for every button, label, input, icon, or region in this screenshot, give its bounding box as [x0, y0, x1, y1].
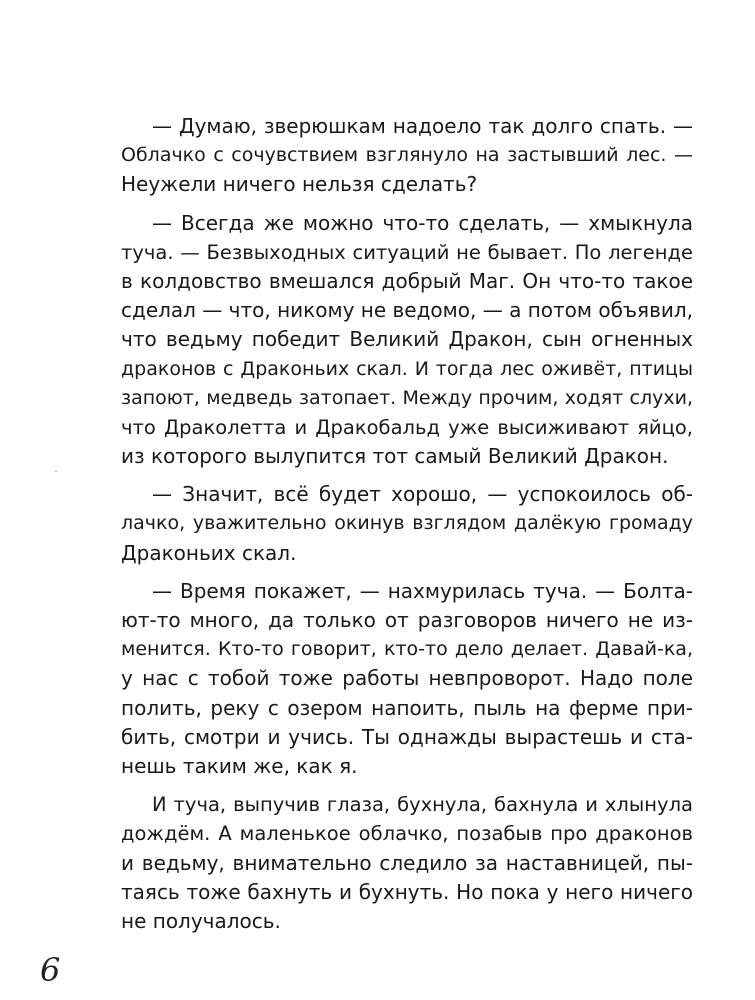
text-line: — Думаю, зверюшкам надоело так долго спать. — [152, 114, 693, 138]
text-line: Драконьих скал. [121, 540, 297, 565]
text-line: полить, реку с озером напоить, пыль на ферме при- [121, 695, 693, 720]
text-line: что ведьму победит Великий Дракон, сын огненных [121, 327, 693, 352]
text-line: бить, смотри и учись. Ты однажды вырастешь и ста- [121, 724, 693, 749]
text-line: Облачко с сочувствием взглянуло на застывший лес. — [121, 144, 693, 167]
text-line: запоют, медведь затопает. Между прочим, ходят слухи, [121, 386, 693, 409]
paragraph [121, 790, 693, 936]
text-line: в колдовство вмешался добрый Маг. Он что-то такое [121, 268, 693, 293]
text-line: лачко, уважительно окинув взглядом далёкую громаду [121, 512, 693, 535]
text-line: — Время покажет, — нахмурилась туча. — Болта- [152, 578, 693, 603]
text-line: И туча, выпучив глаза, бухнула, бахнула и хлынула [152, 793, 693, 817]
text-line: — Значит, всё будет хорошо, — успокоилось об- [152, 482, 693, 507]
paragraph [121, 112, 693, 200]
paragraph [121, 480, 693, 568]
page-number: 6 [40, 951, 61, 989]
text-line: — Всегда же можно что-то сделать, — хмыкнула [152, 210, 693, 235]
text-line: туча. — Безвыходных ситуаций не бывает. По легенде [121, 240, 693, 264]
text-line: и ведьму, внимательно следило за наставницей, пы- [121, 850, 693, 875]
text-line: Неужели ничего нельзя сделать? [121, 172, 478, 197]
text-line: не получалось. [121, 908, 281, 933]
paragraph [121, 209, 693, 472]
text-line: драконов с Драконьих скал. И тогда лес оживёт, птицы [121, 357, 693, 380]
text-line: сделал — что, никому не ведомо, — а потом объявил, [121, 298, 693, 323]
text-line: из которого вылупится тот самый Великий Дракон. [121, 444, 669, 469]
paper-speck [55, 470, 57, 472]
text-line: что Драколетта и Дракобальд уже высиживают яйцо, [121, 415, 693, 439]
body-text [121, 112, 693, 936]
text-line: менится. Кто-то говорит, кто-то дело делает. Давай-ка, [121, 638, 693, 661]
text-line: ют-то много, да только от разговоров ничего не из- [121, 608, 693, 632]
text-line: дождём. А маленькое облачко, позабыв про драконов [121, 822, 693, 846]
text-line: у нас с тобой тоже работы невпроворот. Надо поле [121, 666, 693, 691]
paragraph [121, 577, 693, 781]
text-line: таясь тоже бахнуть и бухнуть. Но пока у него ничего [121, 879, 693, 904]
text-line: нешь таким же, как я. [121, 753, 358, 778]
